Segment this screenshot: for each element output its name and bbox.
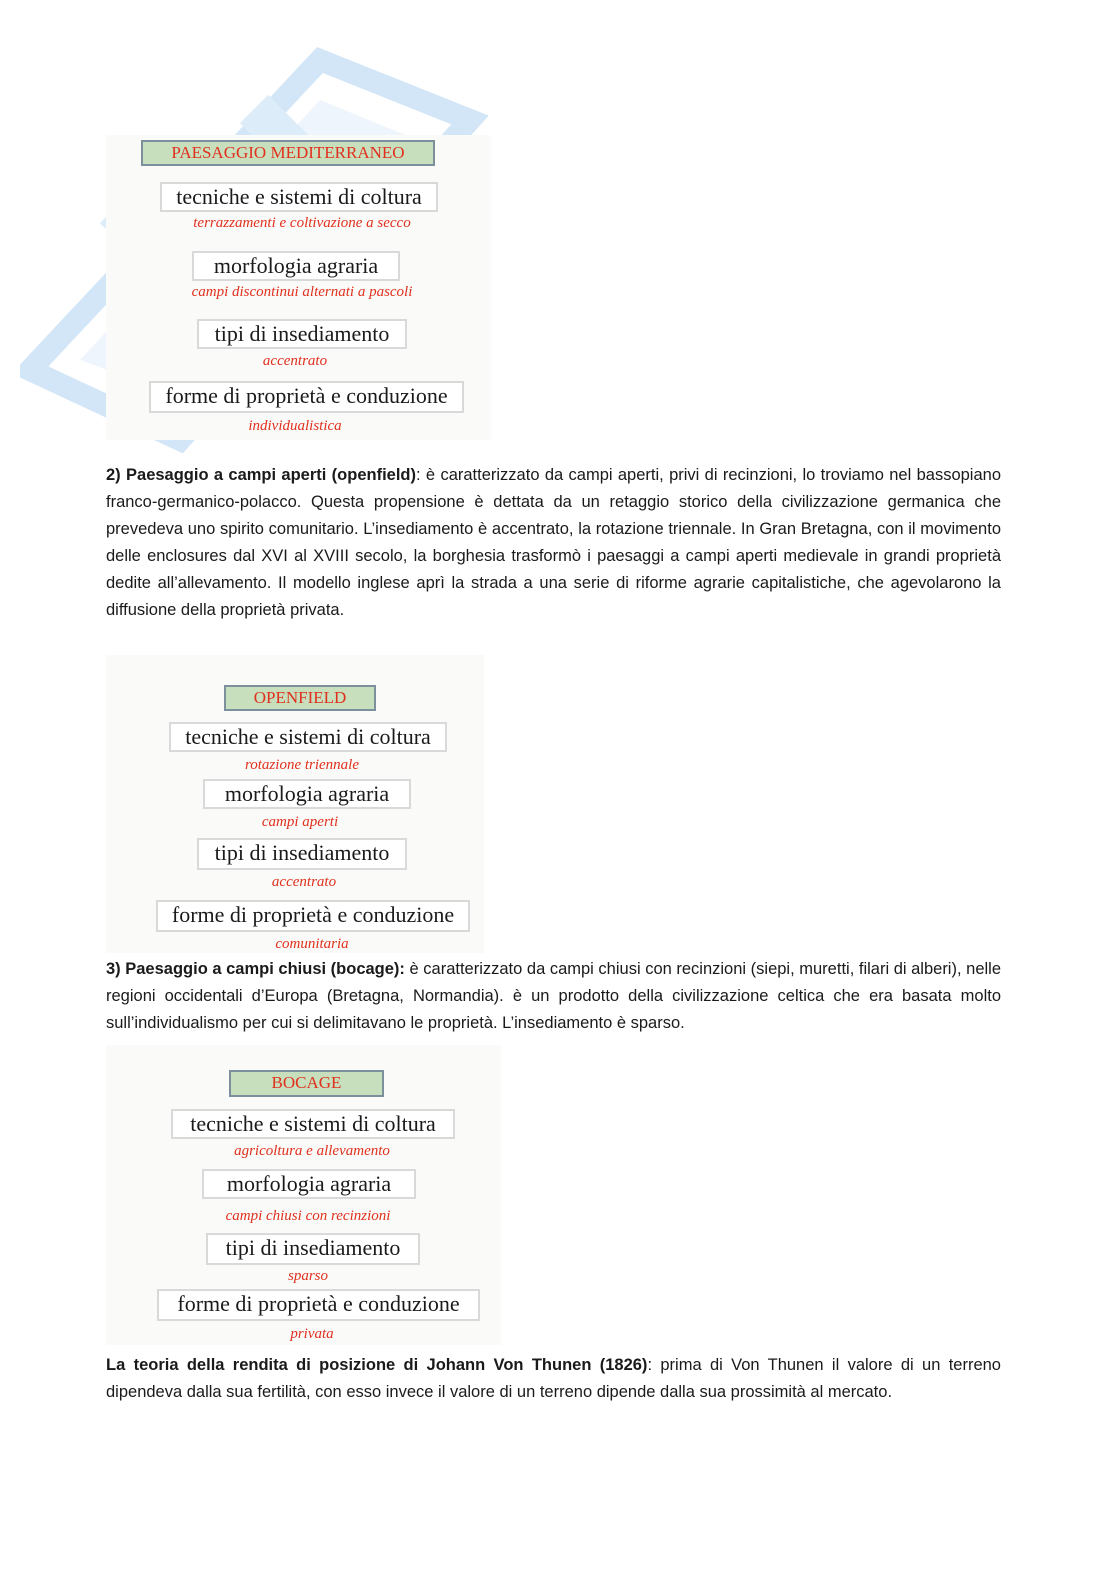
diagram-box: morfologia agraria <box>192 251 400 281</box>
diagram-openfield <box>106 655 484 953</box>
diagram-box: forme di proprietà e conduzione <box>156 900 470 932</box>
paragraph-text: : prima di Von Thunen il valore di un terreno dipendeva dalla sua fertilità, con esso invece il valore di un terreno dipende dalla sua prossimità al mercato. <box>106 1356 1001 1401</box>
diagram-title: BOCAGE <box>229 1070 384 1097</box>
diagram-mediterraneo <box>106 135 491 440</box>
diagram-sub: sparso <box>287 1268 328 1284</box>
diagram-box: tipi di insediamento <box>197 838 407 870</box>
paragraph-heading: 3) Paesaggio a campi chiusi (bocage): <box>106 960 405 978</box>
diagram-bocage <box>106 1045 501 1345</box>
diagram-sub: comunitaria <box>275 936 349 952</box>
diagram-title: PAESAGGIO MEDITERRANEO <box>141 140 435 166</box>
paragraph-heading: La teoria della rendita di posizione di Johann Von Thunen (1826) <box>106 1356 648 1374</box>
diagram-box: morfologia agraria <box>203 779 411 809</box>
paragraph-bocage <box>106 956 1001 1037</box>
paragraph-text: : è caratterizzato da campi aperti, privi di recinzioni, lo troviamo nel bassopiano franco-germanico-polacco. Questa propensione è dettata da un retaggio storico della civilizzazione germanica che prevedeva uno spirito comunitario. L’insediamento è accentrato, la rotazione triennale. In Gran Bretagna, con il movimento delle enclosures dal XVI al XVIII secolo, la borghesia trasformò i paesaggi a campi aperti medievale in grandi proprietà dedite all’allevamento. Il modello inglese aprì la strada a una serie di riforme agrarie capitalistiche, che agevolarono la diffusione della proprietà privata. <box>106 466 1001 619</box>
diagram-box: tipi di insediamento <box>206 1233 420 1265</box>
diagram-sub: rotazione triennale <box>244 757 360 773</box>
paragraph-openfield <box>106 462 1001 624</box>
diagram-box: tecniche e sistemi di coltura <box>160 182 438 212</box>
diagram-box: forme di proprietà e conduzione <box>157 1289 480 1321</box>
paragraph-text: è caratterizzato da campi chiusi con recinzioni (siepi, muretti, filari di alberi), nelle regioni occidentali d’Europa (Bretagna, Normandia). è un prodotto della civilizzazione celtica che era basata molto sull’individualismo per cui si delimitavano le proprietà. L’insediamento è sparso. <box>106 960 1002 1032</box>
diagram-sub: terrazzamenti e coltivazione a secco <box>193 215 411 231</box>
diagram-box: forme di proprietà e conduzione <box>149 381 464 413</box>
diagram-sub: campi aperti <box>261 814 339 830</box>
diagram-title: OPENFIELD <box>224 685 376 711</box>
diagram-sub: privata <box>290 1326 334 1342</box>
diagram-box: tipi di insediamento <box>197 319 407 349</box>
diagram-sub: campi discontinui alternati a pascoli <box>191 284 413 300</box>
diagram-box: tecniche e sistemi di coltura <box>171 1109 455 1139</box>
paragraph-thunen <box>106 1352 1001 1406</box>
diagram-sub: agricoltura e allevamento <box>234 1143 390 1159</box>
diagram-box: morfologia agraria <box>202 1169 416 1199</box>
diagram-sub: accentrato <box>271 874 337 890</box>
diagram-sub: individualistica <box>248 418 342 434</box>
diagram-box: tecniche e sistemi di coltura <box>169 722 447 752</box>
paragraph-heading: 2) Paesaggio a campi aperti (openfield) <box>106 466 417 484</box>
diagram-sub: campi chiusi con recinzioni <box>225 1208 391 1224</box>
diagram-sub: accentrato <box>262 353 328 369</box>
